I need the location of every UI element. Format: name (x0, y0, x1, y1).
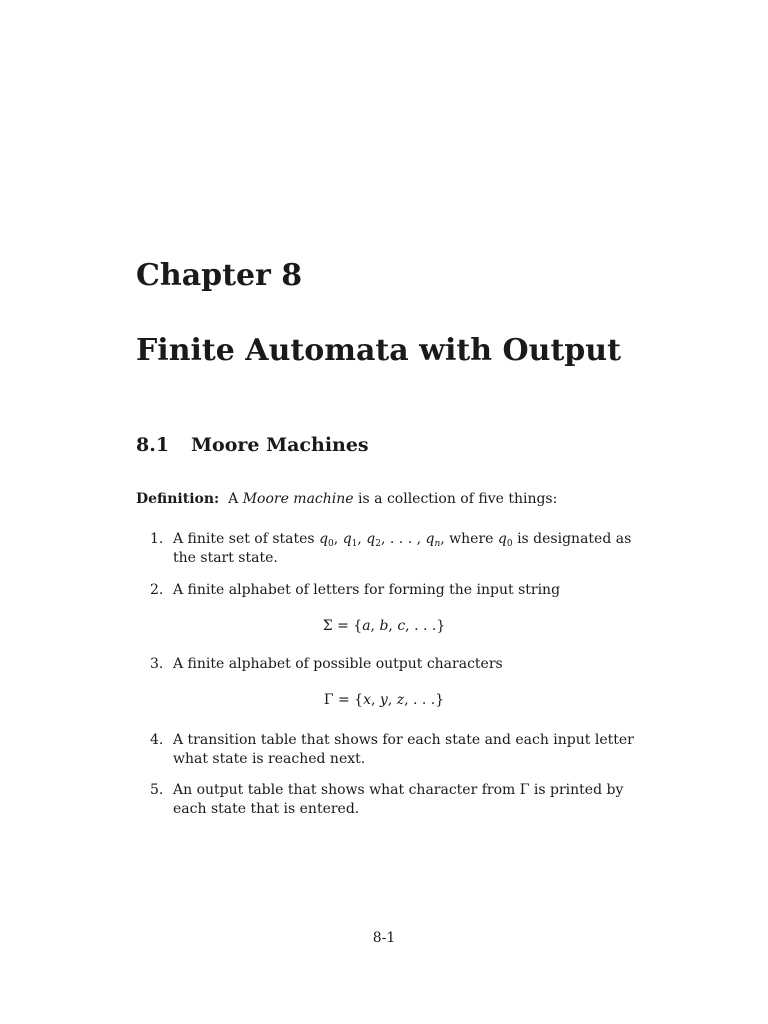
list-number: 5. (150, 782, 164, 798)
definition-label: Definition: (136, 491, 220, 507)
section-heading (136, 432, 369, 458)
item-text-mid: , where (440, 531, 494, 547)
chapter-label: Chapter 8 (136, 258, 303, 293)
list-item-text: A finite alphabet of possible output characters (173, 656, 503, 672)
list-item-4 (150, 731, 635, 769)
list-number: 1. (150, 531, 164, 547)
states-formula: $q_0$, $q_1$, $q_2$, . . . , $q_n$ (319, 531, 441, 549)
definition-term: Moore machine (242, 491, 354, 507)
section-title: Moore Machines (191, 434, 369, 456)
gamma-formula: Γ = {x, y, z, . . .} (323, 692, 445, 708)
page-number: 8-1 (372, 930, 396, 946)
list-number: 4. (150, 732, 164, 748)
list-item-text: An output table that shows what character from Γ is printed by each state that is entered. (173, 782, 624, 817)
list-item-2 (150, 581, 635, 600)
chapter-title: Finite Automata with Output (136, 333, 621, 368)
list-item-text: A transition table that shows for each state and each input letter what state is reached next. (173, 732, 634, 767)
list-item-3 (150, 655, 635, 674)
list-item-text (173, 530, 635, 568)
definition-paragraph (136, 489, 557, 509)
list-number: 2. (150, 582, 164, 598)
definition-prefix: A (228, 491, 239, 507)
list-item-5 (150, 781, 635, 819)
item-text-before: A finite set of states (173, 531, 315, 547)
list-item-text: A finite alphabet of letters for forming the input string (173, 582, 561, 598)
list-item-1 (150, 530, 635, 568)
sigma-formula: Σ = {a, b, c, . . .} (322, 618, 446, 634)
definition-suffix: is a collection of five things: (358, 491, 558, 507)
item-text-after: is designated as the start state. (173, 531, 632, 566)
list-number: 3. (150, 656, 164, 672)
section-number: 8.1 (136, 434, 170, 456)
start-state: $q_0$ (497, 531, 513, 549)
